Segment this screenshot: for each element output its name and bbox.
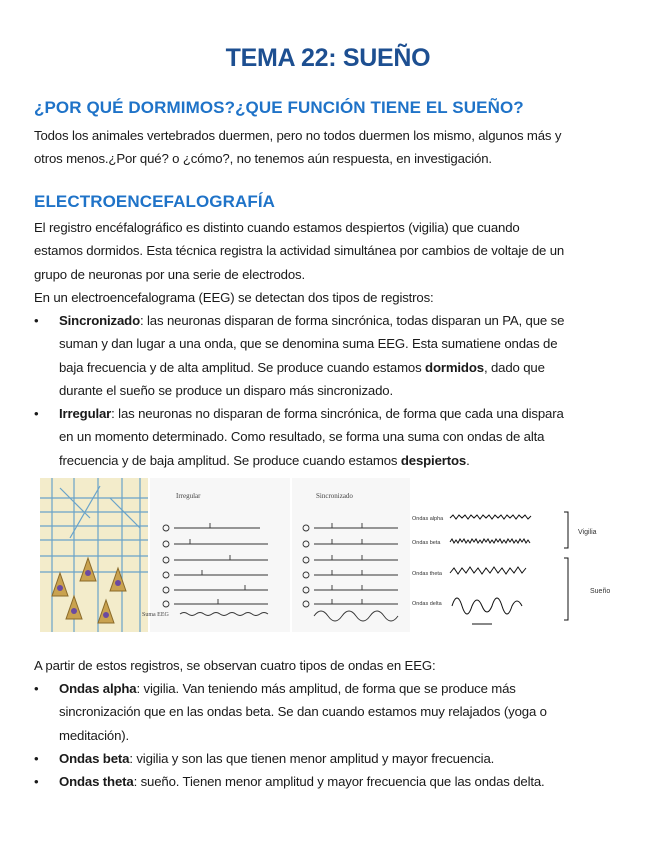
section-heading-eeg: ELECTROENCEFALOGRAFÍA bbox=[34, 192, 276, 211]
text-line: suman y dan lugar a una onda, que se denomina suma EEG. Esta sumatiene ondas de bbox=[59, 336, 558, 352]
text-line: estamos dormidos. Esta técnica registra la actividad simultánea por cambios de voltaje de un bbox=[34, 243, 565, 259]
text-line: : las neuronas no disparan de forma sincrónica, de forma que cada una dispara bbox=[111, 406, 564, 422]
emphasis: dormidos bbox=[425, 359, 484, 375]
text-line: durante el sueño se produce un disparo más sincronizado. bbox=[59, 382, 393, 398]
wave-types-panel bbox=[412, 478, 618, 632]
sync-label: Sincronizado bbox=[316, 492, 353, 500]
neurons-illustration bbox=[40, 478, 148, 632]
emphasis: despiertos bbox=[400, 452, 467, 468]
term: Sincronizado bbox=[59, 313, 140, 328]
irregular-label: Irregular bbox=[176, 492, 201, 500]
text-line: El registro encéfalográfico es distinto cuando estamos despiertos (vigilia) que cuando bbox=[34, 220, 520, 235]
wave-label-delta: Ondas delta bbox=[412, 601, 442, 607]
suma-eeg-label: Suma EEG bbox=[142, 612, 169, 618]
text-line: frecuencia y de baja amplitud. Se produce cuando estamos bbox=[59, 452, 401, 468]
section-heading-why-sleep: ¿POR QUÉ DORMIMOS?¿QUE FUNCIÓN TIENE EL SUEÑO? bbox=[34, 98, 524, 117]
vigilia-label: Vigilia bbox=[578, 529, 597, 536]
bullet-icon: • bbox=[34, 406, 39, 422]
sync-eeg-panel bbox=[292, 478, 410, 632]
text-line: : las neuronas disparan de forma sincrónica, todas disparan un PA, que se bbox=[140, 313, 565, 328]
sueno-label: Sueño bbox=[590, 588, 611, 595]
section3-intro: A partir de estos registros, se observan cuatro tipos de ondas en EEG: bbox=[34, 658, 436, 673]
wave-label-theta: Ondas theta bbox=[412, 571, 442, 577]
irregular-eeg-panel bbox=[142, 478, 290, 632]
text-line: , dado que bbox=[483, 359, 545, 375]
bullet-icon: • bbox=[34, 750, 39, 766]
text-line: baja frecuencia y de alta amplitud. Se produce cuando estamos bbox=[59, 359, 426, 375]
wave-label-alpha: Ondas alpha bbox=[412, 516, 444, 522]
list-item-sincronizado bbox=[34, 309, 624, 402]
text-line: : sueño. Tienen menor amplitud y mayor frecuencia que las ondas delta. bbox=[133, 774, 545, 790]
section1-paragraph bbox=[34, 124, 624, 171]
eeg-figure bbox=[40, 478, 618, 632]
term: Ondas alpha bbox=[59, 681, 137, 696]
bullet-icon: • bbox=[34, 681, 39, 696]
term: Irregular bbox=[59, 406, 112, 422]
text-line: sincronización que en las ondas beta. Se dan cuando estamos muy relajados (yoga o bbox=[59, 704, 547, 720]
list-item-alpha bbox=[34, 677, 624, 747]
text-line: : vigilia. Van teniendo más amplitud, de forma que se produce más bbox=[136, 681, 516, 696]
term: Ondas theta bbox=[59, 774, 134, 790]
bullet-icon: • bbox=[34, 774, 39, 790]
section2-paragraph bbox=[34, 216, 624, 309]
text-line: meditación). bbox=[59, 727, 130, 743]
wave-types-list bbox=[34, 677, 624, 793]
text-line: En un electroencefalograma (EEG) se detectan dos tipos de registros: bbox=[34, 289, 434, 305]
list-item-theta bbox=[34, 770, 624, 793]
text-line: Todos los animales vertebrados duermen, pero no todos duermen los mismo, algunos más y bbox=[34, 128, 562, 143]
list-item-beta bbox=[34, 747, 624, 770]
register-types-list bbox=[34, 309, 624, 472]
text-line: en un momento determinado. Como resultado, se forma una suma con ondas de alta bbox=[59, 429, 545, 445]
page-title: TEMA 22: SUEÑO bbox=[225, 44, 431, 72]
term: Ondas beta bbox=[59, 750, 130, 766]
text-line: grupo de neuronas por una serie de electrodos. bbox=[34, 266, 305, 282]
text-line: . bbox=[466, 452, 470, 468]
bullet-icon: • bbox=[34, 313, 39, 328]
text-line: : vigilia y son las que tienen menor amplitud y mayor frecuencia. bbox=[129, 750, 495, 766]
wave-label-beta: Ondas beta bbox=[412, 540, 441, 546]
list-item-irregular bbox=[34, 402, 624, 472]
text-line: otros menos.¿Por qué? o ¿cómo?, no tenemos aún respuesta, en investigación. bbox=[34, 151, 492, 167]
